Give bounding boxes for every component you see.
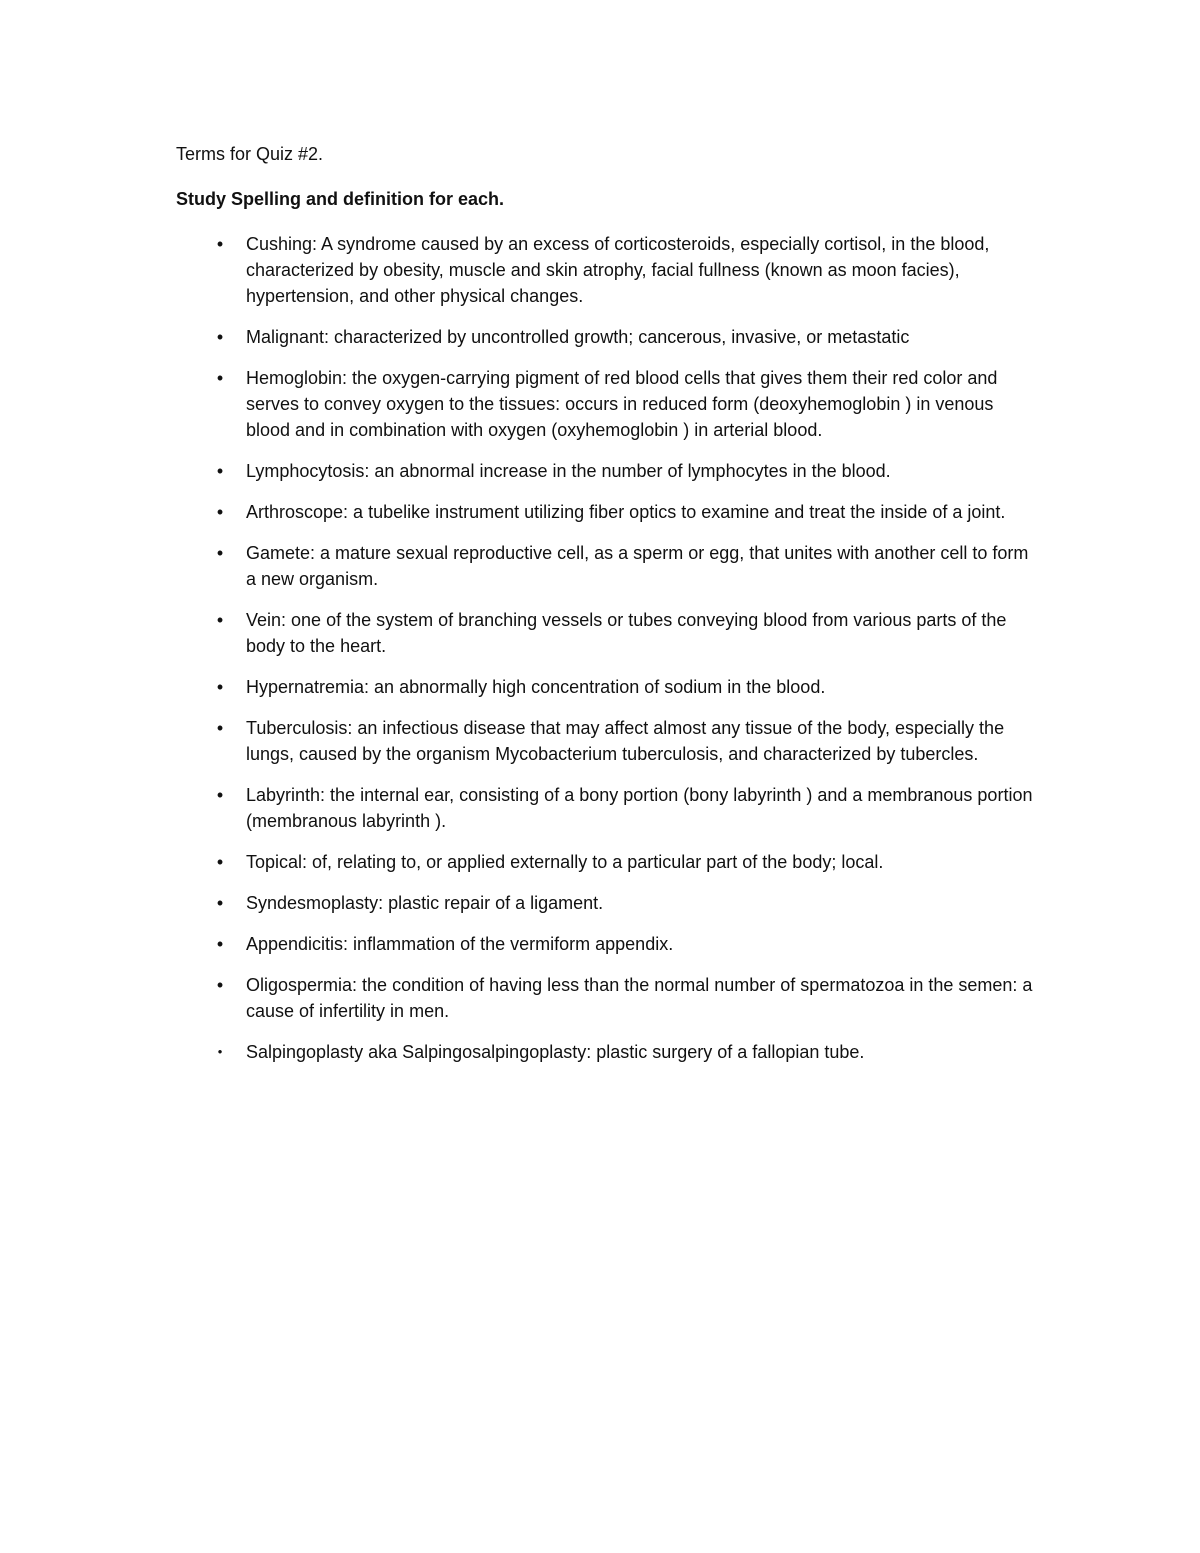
- term-item-vein: [176, 607, 1036, 659]
- term-text: Vein: one of the system of branching vessels or tubes conveying blood from various parts of the body to the heart.: [246, 610, 1007, 656]
- bullet-icon: •: [216, 785, 224, 805]
- term-text: Topical: of, relating to, or applied externally to a particular part of the body; local.: [246, 852, 884, 872]
- term-item-oligospermia: [176, 972, 1036, 1024]
- term-text: Gamete: a mature sexual reproductive cell, as a sperm or egg, that unites with another cell to form a new organism.: [246, 543, 1029, 589]
- document-subtitle: Study Spelling and definition for each.: [176, 189, 505, 209]
- term-text: Arthroscope: a tubelike instrument utilizing fiber optics to examine and treat the inside of a joint.: [246, 502, 1006, 522]
- bullet-icon: •: [216, 368, 224, 388]
- bullet-icon: •: [216, 234, 224, 254]
- bullet-icon: •: [216, 852, 224, 872]
- bullet-icon: •: [216, 934, 224, 954]
- term-item-salpingoplasty: [176, 1039, 1036, 1065]
- term-item-hemoglobin: [176, 365, 1036, 443]
- bullet-icon: •: [216, 677, 224, 697]
- document-body: [176, 141, 1036, 1080]
- term-item-topical: [176, 849, 1036, 875]
- term-text: Hemoglobin: the oxygen-carrying pigment of red blood cells that gives them their red color and serves to convey oxygen to the tissues: occurs in reduced form (deoxyhemoglobin ) in venous blood and in combination with oxygen (oxyhemoglobin ) in arterial blood.: [246, 368, 998, 440]
- term-text: Lymphocytosis: an abnormal increase in the number of lymphocytes in the blood.: [246, 461, 891, 481]
- term-item-lymphocytosis: [176, 458, 1036, 484]
- term-item-arthroscope: [176, 499, 1036, 525]
- bullet-icon: •: [216, 502, 224, 522]
- term-text: Labyrinth: the internal ear, consisting of a bony portion (bony labyrinth ) and a membranous portion (membranous labyrinth ).: [246, 785, 1033, 831]
- term-item-syndesmoplasty: [176, 890, 1036, 916]
- term-text: Appendicitis: inflammation of the vermiform appendix.: [246, 934, 674, 954]
- bullet-icon: •: [216, 975, 224, 995]
- term-item-malignant: [176, 324, 1036, 350]
- bullet-icon: •: [216, 610, 224, 630]
- term-text: Malignant: characterized by uncontrolled growth; cancerous, invasive, or metastatic: [246, 327, 910, 347]
- bullet-icon: •: [216, 893, 224, 913]
- bullet-icon: •: [216, 461, 224, 481]
- term-text: Tuberculosis: an infectious disease that may affect almost any tissue of the body, especially the lungs, caused by the organism Mycobacterium tuberculosis, and characterized by tubercles.: [246, 718, 1005, 764]
- bullet-icon: •: [216, 543, 224, 563]
- term-item-cushing: [176, 231, 1036, 309]
- term-list: [176, 231, 1036, 1065]
- term-item-tuberculosis: [176, 715, 1036, 767]
- term-item-gamete: [176, 540, 1036, 592]
- term-text: Salpingoplasty aka Salpingosalpingoplasty: plastic surgery of a fallopian tube.: [246, 1042, 865, 1062]
- term-text: Oligospermia: the condition of having less than the normal number of spermatozoa in the semen: a cause of infertility in men.: [246, 975, 1033, 1021]
- term-item-appendicitis: [176, 931, 1036, 957]
- bullet-icon: •: [216, 327, 224, 347]
- term-text: Hypernatremia: an abnormally high concentration of sodium in the blood.: [246, 677, 826, 697]
- document-title: Terms for Quiz #2.: [176, 144, 324, 164]
- bullet-icon: •: [216, 718, 224, 738]
- term-item-hypernatremia: [176, 674, 1036, 700]
- term-text: Syndesmoplasty: plastic repair of a ligament.: [246, 893, 604, 913]
- term-item-labyrinth: [176, 782, 1036, 834]
- bullet-icon: •: [217, 1044, 223, 1059]
- term-text: Cushing: A syndrome caused by an excess of corticosteroids, especially cortisol, in the blood, characterized by obesity, muscle and skin atrophy, facial fullness (known as moon facies), hypertension, and other physical changes.: [246, 234, 990, 306]
